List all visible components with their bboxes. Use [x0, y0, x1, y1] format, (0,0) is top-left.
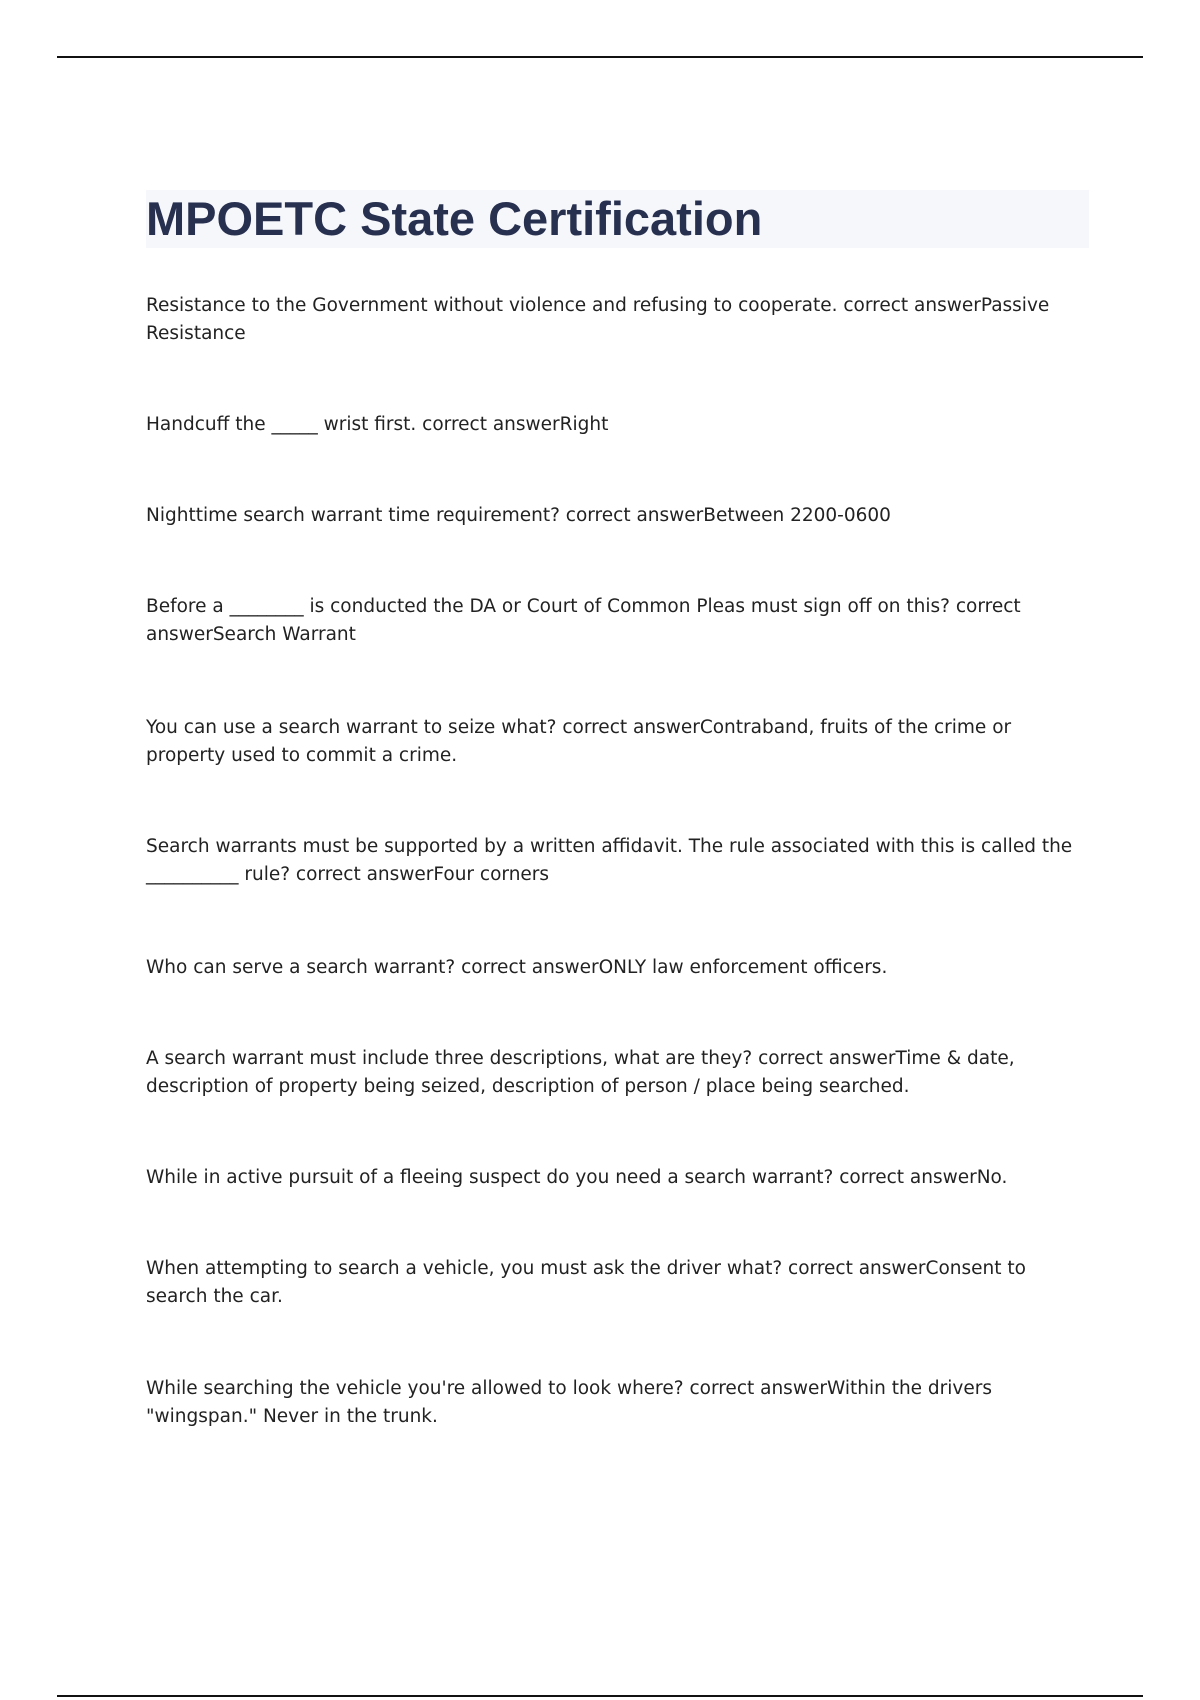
qa-entry: You can use a search warrant to seize what? correct answerContraband, fruits of the crime or property used to commit a crime.	[146, 717, 1012, 766]
top-divider	[57, 56, 1143, 58]
page-title: MPOETC State Certification	[146, 192, 763, 245]
qa-entry: Resistance to the Government without violence and refusing to cooperate. correct answerPassive Resistance	[146, 295, 1050, 344]
qa-entry: A search warrant must include three descriptions, what are they? correct answerTime & date, description of property being seized, description of person / place being searched.	[146, 1048, 1015, 1097]
qa-entry: When attempting to search a vehicle, you must ask the driver what? correct answerConsent to search the car.	[146, 1258, 1026, 1307]
qa-entry: Who can serve a search warrant? correct answerONLY law enforcement officers.	[146, 957, 888, 978]
bottom-divider	[57, 1695, 1143, 1697]
qa-entry: Nighttime search warrant time requirement? correct answerBetween 2200-0600	[146, 505, 891, 526]
qa-entry: Handcuff the _____ wrist first. correct answerRight	[146, 414, 609, 435]
qa-entry: While in active pursuit of a fleeing suspect do you need a search warrant? correct answerNo.	[146, 1167, 1008, 1188]
qa-entry: Before a ________ is conducted the DA or Court of Common Pleas must sign off on this? correct answerSearch Warrant	[146, 596, 1021, 645]
qa-entry: While searching the vehicle you're allowed to look where? correct answerWithin the drivers "wingspan." Never in the trunk.	[146, 1378, 992, 1427]
qa-entry: Search warrants must be supported by a written affidavit. The rule associated with this is called the __________ rule? correct answerFour corners	[146, 836, 1073, 885]
